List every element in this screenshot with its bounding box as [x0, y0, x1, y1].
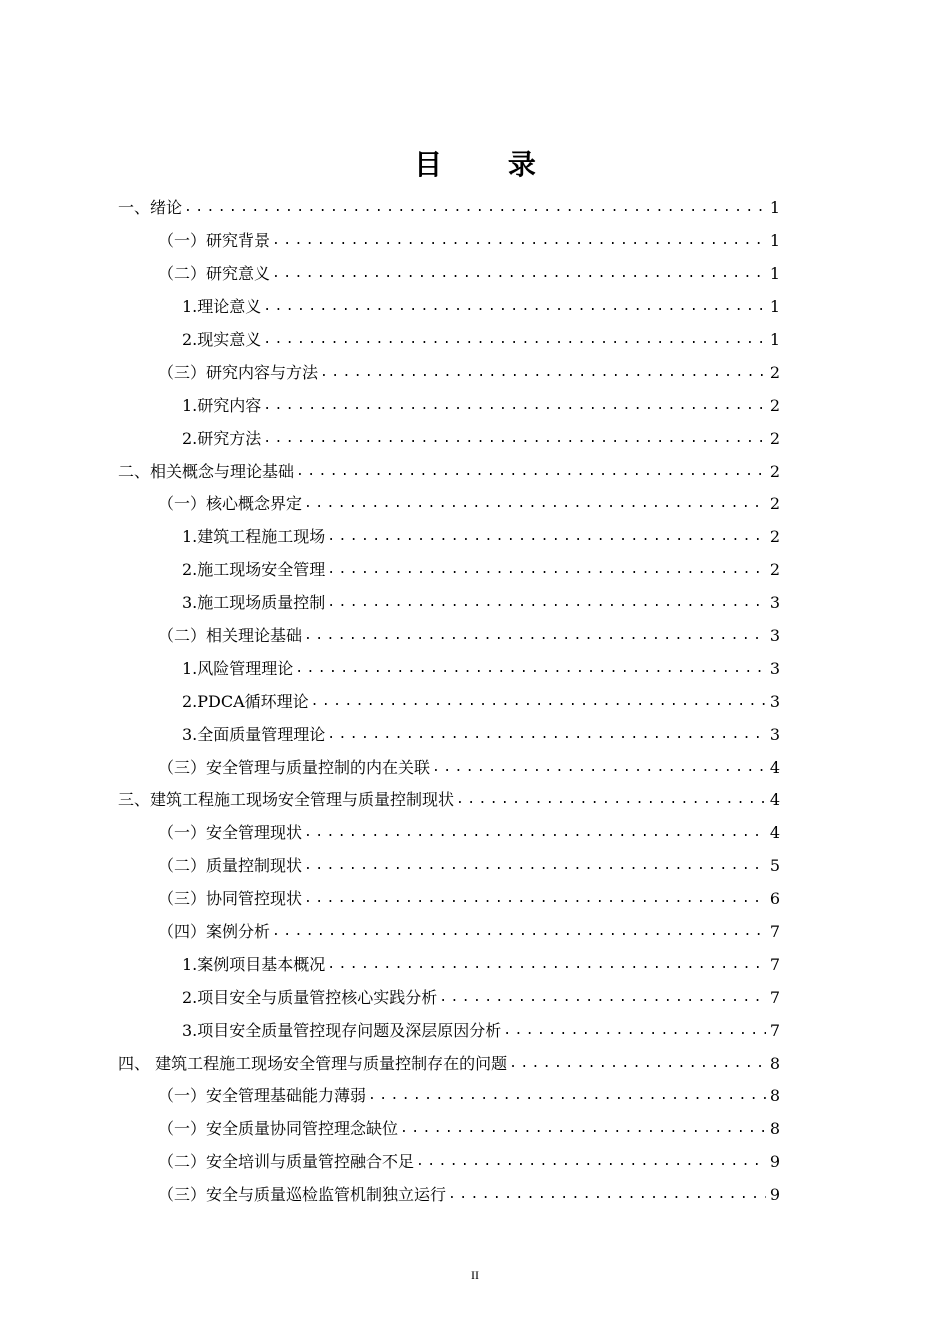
toc-entry[interactable] — [118, 850, 780, 883]
toc-entry[interactable] — [118, 1179, 780, 1212]
table-of-contents — [118, 192, 780, 1212]
toc-entry-page: 3 — [769, 691, 780, 711]
dot-leader — [503, 1021, 766, 1041]
toc-entry-label: 三、建筑工程施工现场安全管理与质量控制现状 — [118, 790, 455, 810]
toc-entry-label: 1.风险管理理论 — [182, 658, 294, 678]
toc-entry-page: 9 — [769, 1185, 780, 1205]
toc-entry-page: 6 — [769, 889, 780, 909]
toc-entry[interactable] — [118, 883, 780, 916]
page-number: II — [471, 1268, 479, 1282]
toc-entry-label: （三）研究内容与方法 — [158, 362, 319, 382]
toc-entry-page: 2 — [769, 461, 780, 481]
toc-entry[interactable] — [118, 488, 780, 521]
toc-entry-label: （二）研究意义 — [158, 264, 271, 284]
toc-entry-label: （四）案例分析 — [158, 922, 271, 942]
toc-entry[interactable] — [118, 356, 780, 389]
toc-entry[interactable] — [118, 455, 780, 488]
dot-leader — [327, 593, 766, 613]
toc-entry-page: 9 — [769, 1152, 780, 1172]
dot-leader — [509, 1054, 766, 1074]
toc-entry-label: （三）协同管控现状 — [158, 889, 303, 909]
dot-leader — [368, 1086, 766, 1106]
toc-entry[interactable] — [118, 948, 780, 981]
toc-entry[interactable] — [118, 521, 780, 554]
dot-leader — [295, 659, 766, 679]
dot-leader — [327, 527, 766, 547]
dot-leader — [311, 692, 766, 712]
toc-entry-page: 2 — [769, 395, 780, 415]
dot-leader — [263, 330, 766, 350]
toc-entry-page: 2 — [769, 428, 780, 448]
dot-leader — [263, 429, 766, 449]
toc-entry[interactable] — [118, 192, 780, 225]
toc-entry-label: 2.项目安全与质量管控核心实践分析 — [182, 987, 438, 1007]
toc-entry-page: 8 — [769, 1053, 780, 1073]
toc-entry-page: 1 — [769, 198, 780, 218]
toc-entry[interactable] — [118, 1113, 780, 1146]
dot-leader — [272, 922, 766, 942]
toc-entry-label: （一）核心概念界定 — [158, 494, 303, 514]
toc-entry-label: 3.项目安全质量管控现存问题及深层原因分析 — [182, 1020, 502, 1040]
toc-entry[interactable] — [118, 554, 780, 587]
toc-entry-label: 1.研究内容 — [182, 395, 262, 415]
toc-entry[interactable] — [118, 225, 780, 258]
toc-entry[interactable] — [118, 324, 780, 357]
toc-entry[interactable] — [118, 620, 780, 653]
dot-leader — [439, 988, 766, 1008]
toc-entry-page: 7 — [769, 922, 780, 942]
toc-entry[interactable] — [118, 587, 780, 620]
toc-entry[interactable] — [118, 258, 780, 291]
dot-leader — [272, 231, 766, 251]
toc-entry-page: 1 — [769, 297, 780, 317]
toc-entry-page: 2 — [769, 527, 780, 547]
toc-title: 目 录 — [414, 148, 564, 181]
toc-entry-page: 2 — [769, 494, 780, 514]
toc-entry-page: 1 — [769, 264, 780, 284]
toc-entry[interactable] — [118, 817, 780, 850]
toc-entry-page: 8 — [769, 1086, 780, 1106]
toc-entry-page: 7 — [769, 1020, 780, 1040]
toc-entry-page: 8 — [769, 1119, 780, 1139]
dot-leader — [448, 1185, 766, 1205]
toc-entry-label: 2.现实意义 — [182, 330, 262, 349]
toc-entry[interactable] — [118, 1014, 780, 1047]
dot-leader — [304, 856, 766, 876]
toc-entry[interactable] — [118, 652, 780, 685]
toc-entry-label: （一）安全管理现状 — [158, 823, 303, 843]
dot-leader — [304, 889, 766, 909]
toc-entry-page: 1 — [769, 231, 780, 251]
dot-leader — [327, 955, 766, 975]
toc-entry[interactable] — [118, 784, 780, 817]
toc-entry[interactable] — [118, 751, 780, 784]
toc-entry-label: 3.施工现场质量控制 — [182, 593, 326, 613]
toc-entry-label: 一、绪论 — [118, 198, 183, 218]
toc-entry-label: 2.研究方法 — [182, 428, 262, 448]
dot-leader — [416, 1152, 766, 1172]
dot-leader — [304, 626, 766, 646]
toc-entry[interactable] — [118, 685, 780, 718]
toc-entry-label: 四、 建筑工程施工现场安全管理与质量控制存在的问题 — [118, 1053, 508, 1073]
toc-entry-page: 2 — [769, 362, 780, 382]
toc-entry-page: 3 — [769, 658, 780, 678]
toc-entry-page: 3 — [769, 593, 780, 613]
dot-leader — [263, 297, 766, 317]
dot-leader — [327, 725, 766, 745]
toc-entry-label: （二）安全培训与质量管控融合不足 — [158, 1152, 415, 1172]
toc-entry[interactable] — [118, 1080, 780, 1113]
toc-entry-label: 3.全面质量管理理论 — [182, 724, 326, 744]
toc-entry-page: 7 — [769, 954, 780, 974]
toc-entry-label: 2.施工现场安全管理 — [182, 560, 326, 580]
toc-entry-label: （三）安全管理与质量控制的内在关联 — [158, 757, 431, 777]
toc-entry-label: 1.建筑工程施工现场 — [182, 527, 326, 547]
toc-entry[interactable] — [118, 1146, 780, 1179]
toc-entry[interactable] — [118, 718, 780, 751]
dot-leader — [432, 758, 766, 778]
toc-entry-page: 7 — [769, 987, 780, 1007]
toc-entry-label: （一）研究背景 — [158, 231, 271, 251]
toc-entry-page: 4 — [769, 757, 780, 777]
toc-entry[interactable] — [118, 1047, 780, 1080]
toc-entry[interactable] — [118, 916, 780, 949]
toc-entry-label: （三）安全与质量巡检监管机制独立运行 — [158, 1185, 447, 1205]
dot-leader — [263, 396, 766, 416]
dot-leader — [327, 560, 766, 580]
toc-entry-page: 1 — [769, 330, 780, 349]
toc-entry-page: 3 — [769, 626, 780, 646]
toc-entry[interactable] — [118, 422, 780, 455]
toc-entry-label: （一）安全质量协同管控理念缺位 — [158, 1119, 399, 1139]
toc-entry[interactable] — [118, 981, 780, 1014]
toc-entry-label: 1.案例项目基本概况 — [182, 954, 326, 974]
toc-entry-label: （二）相关理论基础 — [158, 626, 303, 646]
toc-entry[interactable] — [118, 291, 780, 324]
toc-entry-page: 3 — [769, 724, 780, 744]
dot-leader — [320, 363, 766, 383]
toc-entry-page: 4 — [769, 823, 780, 843]
toc-entry-label: （一）安全管理基础能力薄弱 — [158, 1086, 367, 1106]
dot-leader — [304, 494, 766, 514]
toc-entry-label: （二）质量控制现状 — [158, 856, 303, 876]
toc-entry-label: 1.理论意义 — [182, 297, 262, 317]
toc-entry-page: 2 — [769, 560, 780, 580]
dot-leader — [296, 462, 766, 482]
toc-entry-page: 4 — [769, 790, 780, 810]
toc-entry-label: 2.PDCA循环理论 — [182, 691, 309, 711]
toc-entry-label: 二、相关概念与理论基础 — [118, 461, 295, 481]
dot-leader — [456, 790, 766, 810]
toc-entry-page: 5 — [769, 856, 780, 876]
dot-leader — [400, 1119, 766, 1139]
dot-leader — [304, 823, 766, 843]
dot-leader — [272, 264, 766, 284]
toc-entry[interactable] — [118, 389, 780, 422]
dot-leader — [184, 198, 766, 218]
